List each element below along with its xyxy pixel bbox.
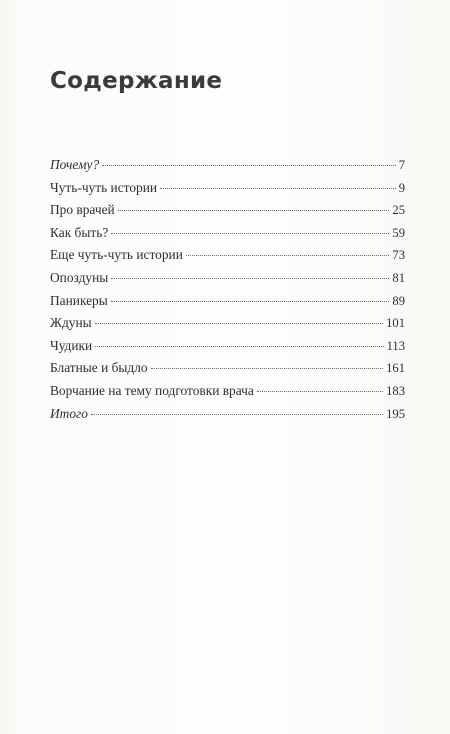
toc-item-page-number: 7 <box>398 158 405 172</box>
dot-leader <box>257 391 383 392</box>
toc-item-page-number: 101 <box>386 316 405 331</box>
toc-item-label: Про врачей <box>50 202 115 218</box>
dot-leader <box>151 368 383 369</box>
toc-item-label: Почему? <box>50 157 100 172</box>
toc-item-label: Чуть-чуть истории <box>50 179 158 195</box>
dot-leader <box>102 165 396 166</box>
toc-item-label: Чудики <box>50 337 93 353</box>
toc-item <box>50 202 405 225</box>
dot-leader <box>186 255 390 256</box>
toc-item <box>50 270 405 293</box>
toc-item-label: Блатные и быдло <box>50 360 148 376</box>
toc-item-label: Итого <box>50 405 88 421</box>
dot-leader <box>95 323 383 324</box>
toc-item-page-number: 73 <box>392 248 405 263</box>
toc-item <box>50 383 405 406</box>
toc-item-page-number: 81 <box>392 270 405 285</box>
toc-item-page-number: 59 <box>392 225 405 240</box>
dot-leader <box>118 210 390 211</box>
toc-item <box>50 157 405 180</box>
toc-item-page-number: 113 <box>386 338 405 353</box>
page-title: Содержание <box>50 68 223 94</box>
toc-item-label: Как быть? <box>50 224 109 240</box>
toc-item <box>50 293 405 316</box>
toc-item-page-number: 89 <box>392 293 405 308</box>
toc-item-page-number: 183 <box>386 383 405 398</box>
toc-item <box>50 360 405 383</box>
toc-item-page-number: 25 <box>392 203 405 218</box>
dot-leader <box>160 188 396 189</box>
toc-item-label: Паникеры <box>50 292 108 308</box>
toc-item-label: Еще чуть-чуть истории <box>50 247 183 263</box>
dot-leader <box>111 301 390 302</box>
dot-leader <box>111 233 389 234</box>
toc-item-label: Ждуны <box>50 315 92 331</box>
table-of-contents <box>50 157 405 428</box>
toc-item-page-number: 161 <box>386 361 405 376</box>
toc-item-label: Опоздуны <box>50 269 109 285</box>
toc-item <box>50 247 405 270</box>
toc-item <box>50 180 405 203</box>
dot-leader <box>95 346 383 347</box>
toc-item <box>50 406 405 429</box>
toc-item <box>50 315 405 338</box>
toc-item <box>50 338 405 361</box>
dot-leader <box>111 278 389 279</box>
dot-leader <box>91 414 383 415</box>
toc-item-page-number: 9 <box>398 180 405 195</box>
toc-item-page-number: 195 <box>386 406 405 421</box>
toc-item <box>50 225 405 248</box>
toc-item-label: Ворчание на тему подготовки врача <box>50 382 254 398</box>
